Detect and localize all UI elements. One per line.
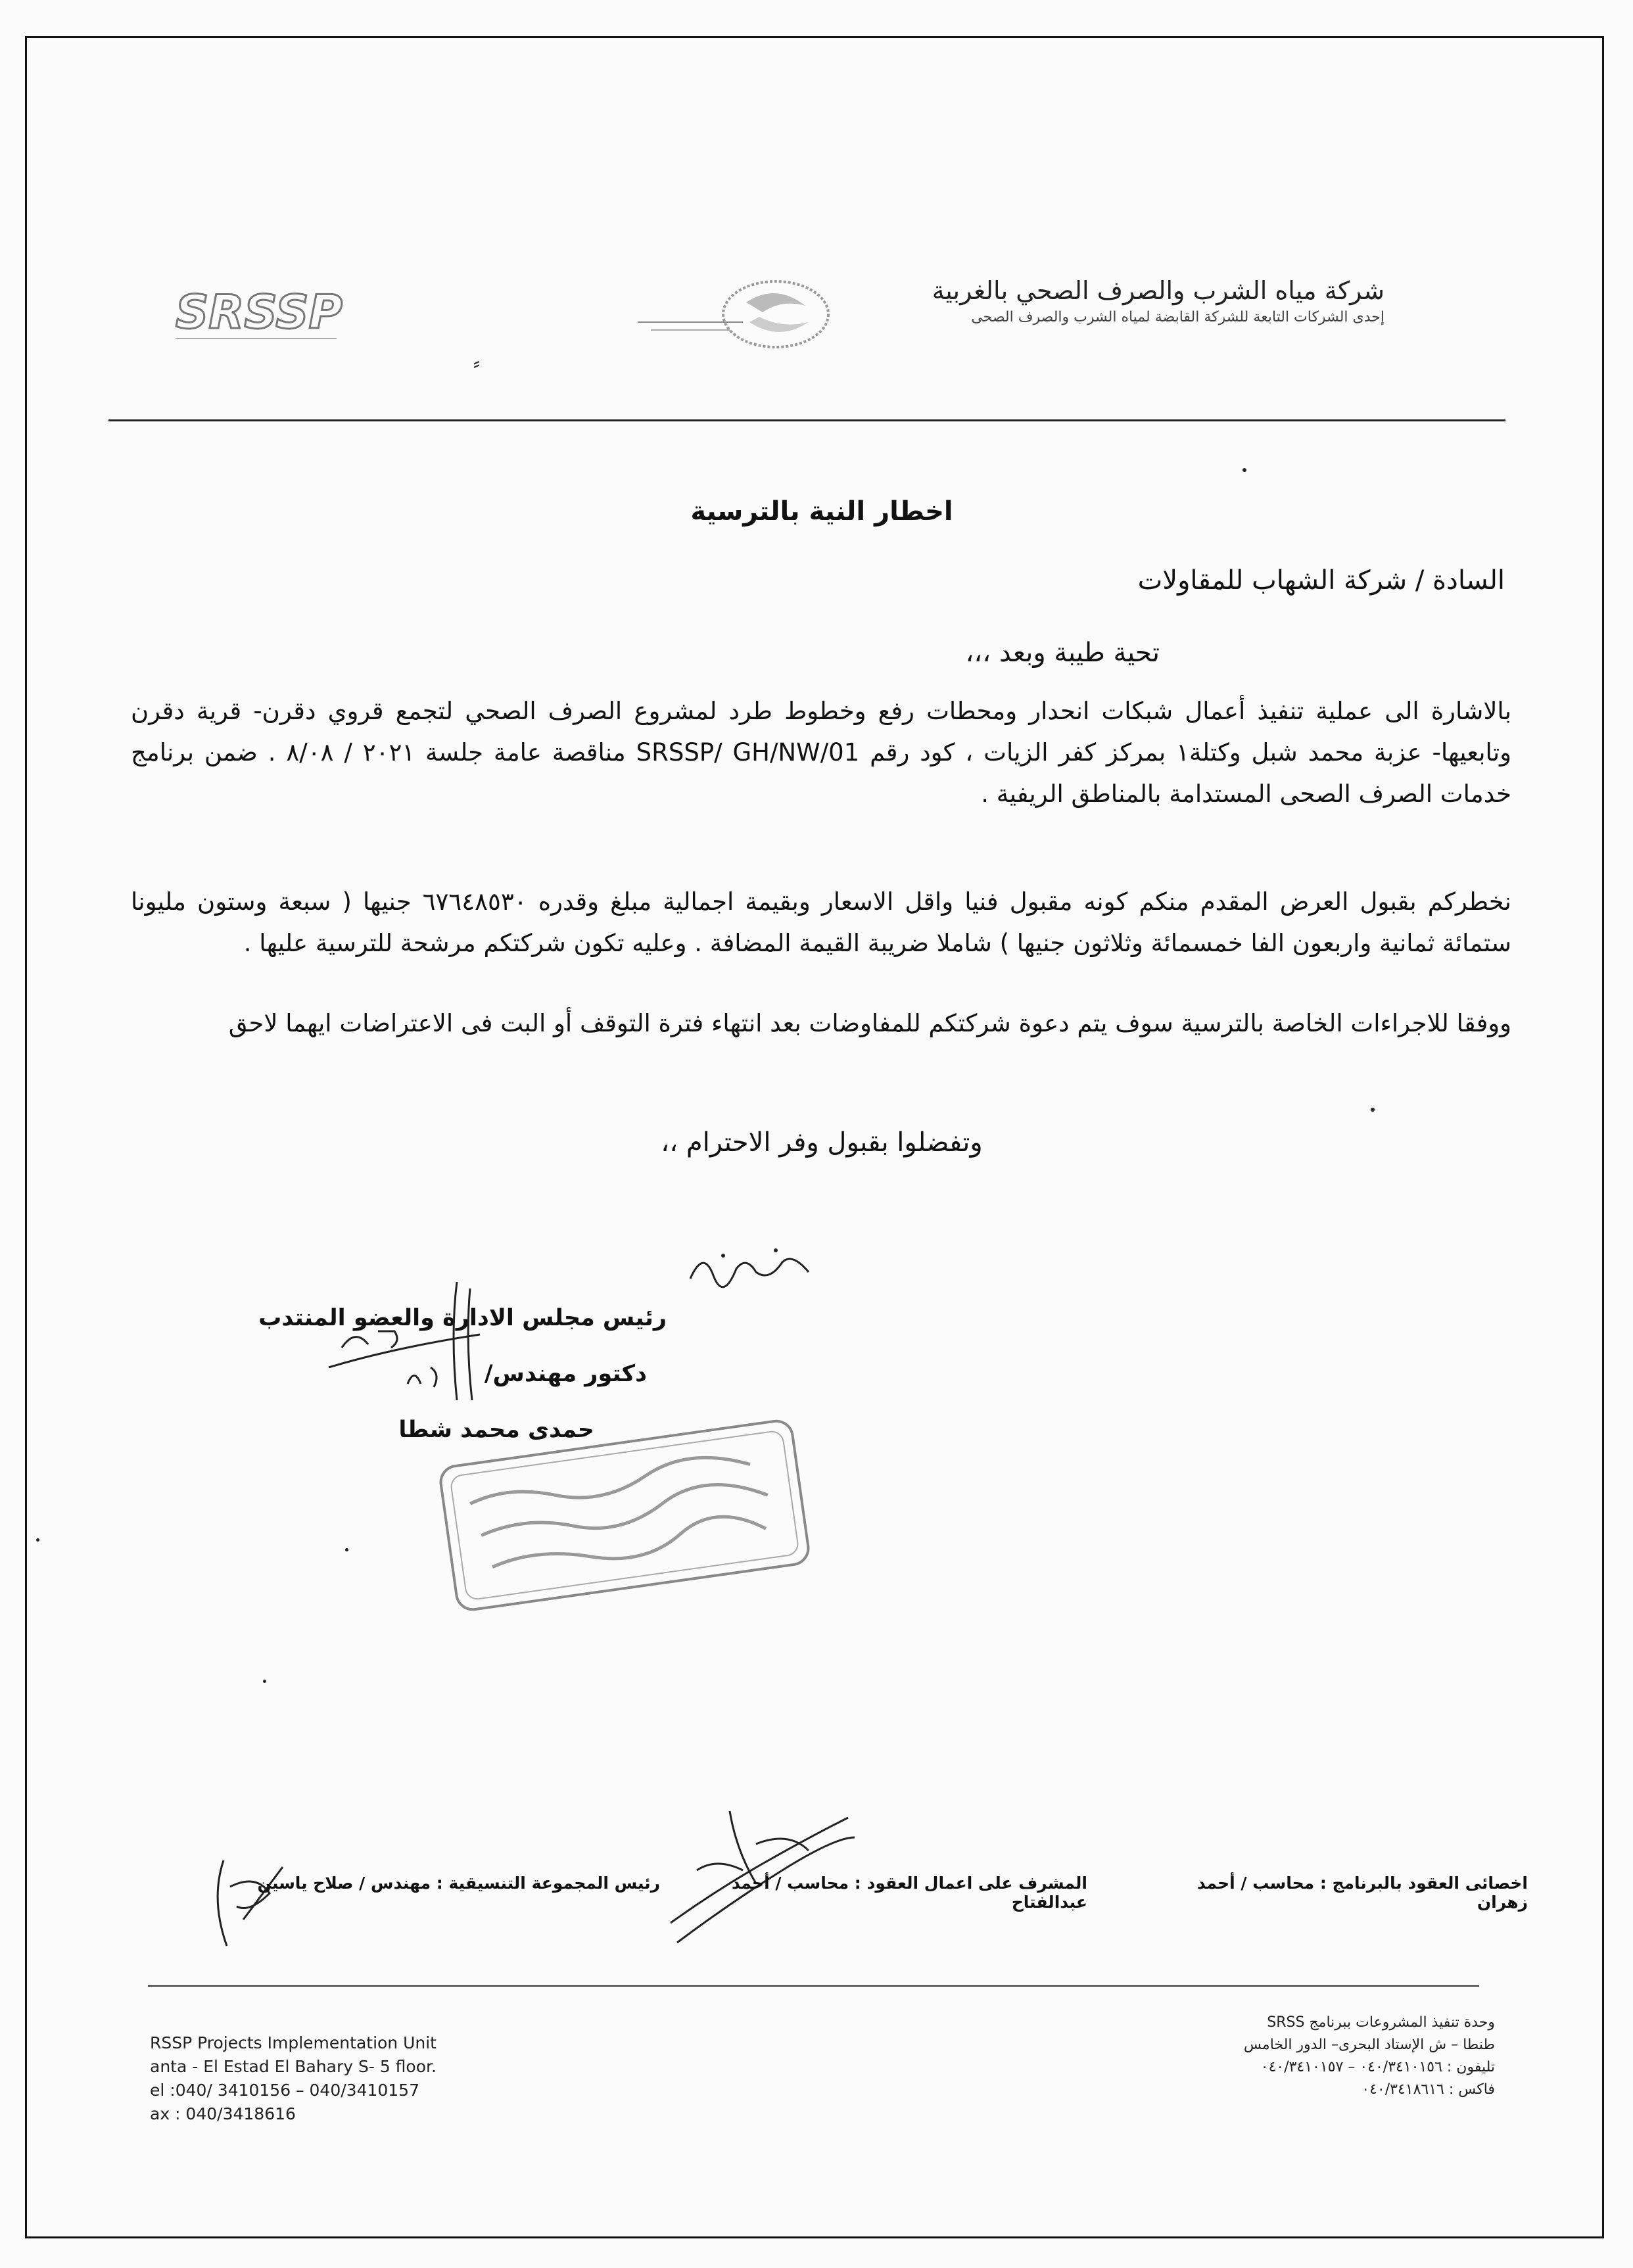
speck [263,1680,266,1683]
footer-en-line: anta - El Estad El Bahary S- 5 floor. [150,2057,437,2076]
letter-title: اخطار النية بالترسية [690,496,953,527]
speck [1371,1108,1375,1112]
signatory-coordination-head: رئيس المجموعة التنسيقية : مهندس / صلاح ياسين [257,1874,660,1893]
signatory-title: رئيس مجلس الادارة والعضو المنتدب [258,1305,667,1331]
closing-line: وتفضلوا بقبول وفر الاحترام ،، [661,1127,983,1158]
speck [36,1538,39,1542]
official-stamp [427,1417,822,1614]
footer-english [150,2031,437,2126]
signature-scribble-engineer [197,1847,296,1959]
footer-ar-line: وحدة تنفيذ المشروعات ببرنامج SRSS [1267,2014,1495,2031]
speck [345,1548,348,1551]
footer-arabic [1100,2012,1495,2101]
company-subtitle: إحدى الشركات التابعة للشركة القابضة لمياه الشرب والصرف الصحى [971,309,1384,325]
footer-divider [148,1985,1479,1987]
paragraph-project: بالاشارة الى عملية تنفيذ أعمال شبكات انحدار ومحطات رفع وخطوط طرد لمشروع الصرف الصحي لتجمع قروي دقرن- قرية دقرن وتابعيها- عزبة محمد شبل وكتلة١ بمركز كفر الزيات ، كود رقم SRSSP/ GH/NW/01 مناقصة عامة جلسة ٢٠٢١ / ٨/٠٨ . ضمن برنامج خدمات الصرف الصحى المستدامة بالمناطق الريفية . [131,697,1511,808]
company-header [793,276,1384,325]
signatory-contracts-specialist: اخصائى العقود بالبرنامج : محاسب / أحمد زهران [1196,1874,1528,1912]
addressee: السادة / شركة الشهاب للمقاولات [1137,565,1505,596]
signatory-role: دكتور مهندس/ [484,1361,647,1387]
footer-en-line: el :040/ 3410156 – 040/3410157 [150,2081,419,2100]
speck [1242,468,1246,472]
footer-en-line: RSSP Projects Implementation Unit [150,2033,437,2052]
srssp-logo [172,287,369,346]
stray-mark: ⸗ [473,352,480,375]
greeting: تحية طيبة وبعد ،،، [965,638,1160,668]
footer-ar-line: طنطا – ش الإستاد البحرى– الدور الخامس [1243,2037,1495,2053]
signatory-name: حمدى محمد شطا [398,1417,594,1443]
paragraph-award: نخطركم بقبول العرض المقدم منكم كونه مقبول فنيا واقل الاسعار وبقيمة اجمالية مبلغ وقدره ٦٧٦٤٨٥٣٠ جنيها ( سبعة وستون مليونا ستمائة ثمانية واربعون الفا خمسمائة وثلاثون جنيها ) شاملا ضريبة القيمة المضافة . وعليه تكون شركتكم مرشحة للترسية عليها . [131,887,1511,957]
footer-ar-line: فاكس : ٠٤٠/٣٤١٨٦١٦ [1361,2081,1495,2098]
company-name: شركة مياه الشرب والصرف الصحي بالغربية [932,276,1384,305]
footer-ar-line: تليفون : ٠٤٠/٣٤١٠١٥٦ – ٠٤٠/٣٤١٠١٥٧ [1260,2059,1495,2075]
signatory-contracts-supervisor: المشرف على اعمال العقود : محاسب / أحمد عبدالفتاح [731,1874,1087,1912]
handwritten-initials [684,1242,822,1295]
header-divider [108,419,1505,421]
paragraph-negotiation: ووفقا للاجراءات الخاصة بالترسية سوف يتم دعوة شركتكم للمفاوضات بعد انتهاء فترة التوقف أو البت فى الاعتراضات ايهما لاحق [228,1009,1511,1037]
footer-en-line: ax : 040/3418616 [150,2104,296,2123]
srssp-logo-text: SRSSP [176,287,343,339]
